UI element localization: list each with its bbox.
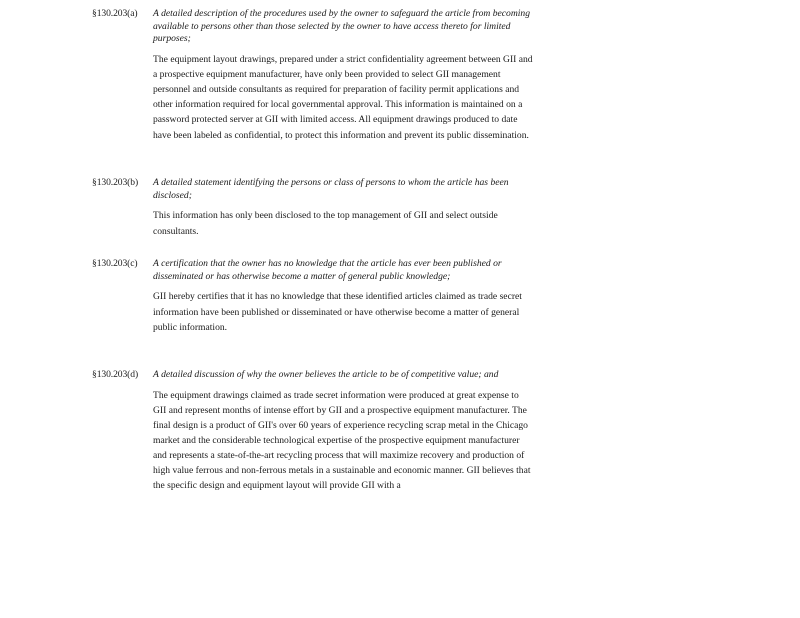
section-130-203-b	[92, 177, 542, 239]
answer-paragraph: The equipment drawings claimed as trade secret information were produced at great expense to GII and represent months of intense effort by GII and a prospective equipment manufacturer. The final design is a product of GII's over 60 years of experience recycling scrap metal in the Chicago market and the considerable technological expertise of the prospective equipment manufacturer and represents a state-of-the-art recycling process that will maximize recovery and production of high value ferrous and non-ferrous metals in a sustainable and economic manner. GII believes that the specific design and equipment layout will provide GII with a	[153, 389, 531, 492]
section-question: A certification that the owner has no knowledge that the article has ever been published or disseminated or has otherwise become a matter of general public knowledge;	[153, 258, 502, 282]
section-code: §130.203(a)	[92, 8, 138, 19]
section-heading	[92, 8, 542, 46]
section-answer	[153, 52, 533, 143]
section-130-203-c	[92, 258, 542, 335]
section-answer	[153, 388, 533, 494]
answer-paragraph: GII hereby certifies that it has no knowledge that these identified articles claimed as trade secret information have been published or disseminated or have otherwise become a matter of general public information.	[153, 291, 522, 333]
section-code: §130.203(d)	[92, 369, 139, 380]
section-question: A detailed description of the procedures used by the owner to safeguard the article from becoming available to persons other than those selected by the owner to have access thereto for limited purposes;	[153, 8, 531, 45]
section-code: §130.203(b)	[92, 177, 139, 188]
section-question: A detailed discussion of why the owner believes the article to be of competitive value; and	[153, 369, 499, 380]
section-heading	[92, 369, 542, 382]
section-130-203-a	[92, 8, 542, 143]
answer-paragraph: The equipment layout drawings, prepared under a strict confidentiality agreement between GII and a prospective equipment manufacturer, have only been provided to select GII management personnel and outside consultants as required for preparation of facility permit applications and other information required for local governmental approval. This information is maintained on a password protected server at GII with limited access. All equipment drawings produced to date have been labeled as confidential, to protect this information and prevent its public dissemination.	[153, 54, 533, 141]
answer-paragraph: This information has only been disclosed to the top management of GII and select outside consultants.	[153, 210, 498, 237]
section-answer	[153, 289, 533, 334]
section-question: A detailed statement identifying the persons or class of persons to whom the article has been disclosed;	[153, 177, 509, 201]
section-code: §130.203(c)	[92, 258, 138, 269]
section-heading	[92, 177, 542, 202]
section-130-203-d	[92, 369, 542, 493]
section-heading	[92, 258, 542, 283]
section-answer	[153, 208, 533, 238]
